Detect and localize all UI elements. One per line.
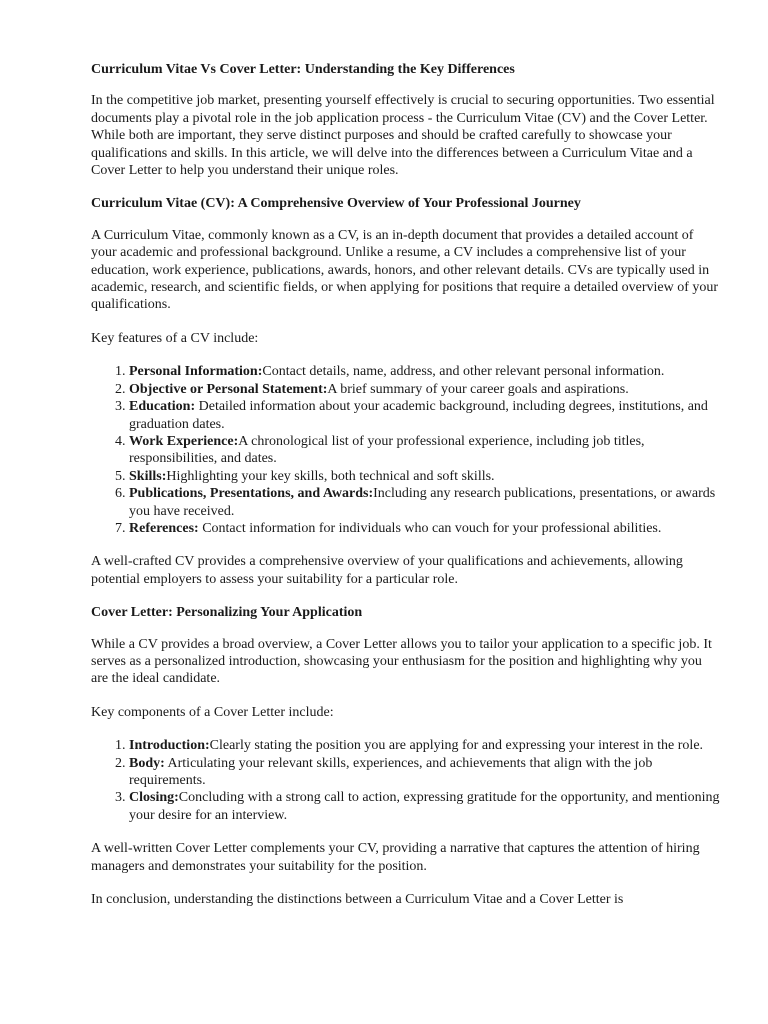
cover-letter-components-list xyxy=(91,737,721,824)
list-item-text: Articulating your relevant skills, experiences, and achievements that align with the job requirements. xyxy=(129,755,653,788)
list-item-term: Introduction: xyxy=(129,738,210,754)
list-item xyxy=(129,485,721,520)
list-item xyxy=(129,468,721,485)
list-item xyxy=(129,755,721,790)
list-item-term: Closing: xyxy=(129,790,179,806)
cover-letter-paragraph: While a CV provides a broad overview, a Cover Letter allows you to tailor your application to a specific job. It serves as a personalized introduction, showcasing your enthusiasm for the position and highlighting why you are the ideal candidate. xyxy=(91,636,712,687)
cover-letter-closing-paragraph: A well-written Cover Letter complements your CV, providing a narrative that captures the attention of hiring managers and demonstrates your suitability for the position. xyxy=(91,841,700,874)
list-item xyxy=(129,381,721,398)
list-item-text: A brief summary of your career goals and aspirations. xyxy=(327,381,629,397)
list-item-text: A chronological list of your professional experience, including job titles, responsibilities, and dates. xyxy=(129,433,645,467)
list-item xyxy=(129,363,721,380)
list-item-text: Detailed information about your academic background, including degrees, institutions, and graduation dates. xyxy=(129,399,708,432)
cover-letter-section-heading: Cover Letter: Personalizing Your Application xyxy=(91,605,363,621)
list-item-term: Education: xyxy=(129,399,196,415)
list-item xyxy=(129,737,721,754)
list-item xyxy=(129,789,721,824)
list-item xyxy=(129,433,721,468)
cv-paragraph: A Curriculum Vitae, commonly known as a CV, is an in-depth document that provides a detailed account of your academic and professional background. Unlike a resume, a CV includes a comprehensive list of your education, work experience, publications, awards, honors, and other relevant details. CVs are typically used in academic, research, and scientific fields, or when applying for positions that require a detailed overview of your qualifications. xyxy=(91,227,719,313)
intro-paragraph: In the competitive job market, presenting yourself effectively is crucial to securing opportunities. Two essential documents play a pivotal role in the job application process - the Curriculum Vitae (CV) and the Cover Letter. While both are important, they serve distinct purposes and should be crafted carefully to showcase your qualifications and skills. In this article, we will delve into the differences between a Curriculum Vitae and a Cover Letter to help you understand their unique roles. xyxy=(91,93,715,179)
document-page xyxy=(91,61,721,924)
cv-closing-paragraph: A well-crafted CV provides a comprehensive overview of your qualifications and achievements, allowing potential employers to assess your suitability for a particular role. xyxy=(91,554,683,587)
cover-letter-list-intro: Key components of a Cover Letter include: xyxy=(91,704,334,720)
cv-section-heading: Curriculum Vitae (CV): A Comprehensive Overview of Your Professional Journey xyxy=(91,196,581,212)
list-item xyxy=(129,398,721,433)
list-item-text: Clearly stating the position you are applying for and expressing your interest in the role. xyxy=(209,738,704,754)
cv-features-list xyxy=(91,363,721,537)
list-item-term: Work Experience: xyxy=(129,433,239,449)
conclusion-paragraph: In conclusion, understanding the distinctions between a Curriculum Vitae and a Cover Letter is xyxy=(91,892,624,908)
list-item-text: Contact information for individuals who can vouch for your professional abilities. xyxy=(198,520,662,536)
list-item-term: Personal Information: xyxy=(129,364,263,380)
list-item-term: Publications, Presentations, and Awards: xyxy=(129,486,374,502)
list-item-term: Skills: xyxy=(129,468,167,484)
list-item-text: Contact details, name, address, and other relevant personal information. xyxy=(262,364,665,380)
list-item xyxy=(129,520,721,537)
document-title: Curriculum Vitae Vs Cover Letter: Understanding the Key Differences xyxy=(91,62,515,77)
list-item-text: Including any research publications, presentations, or awards you have received. xyxy=(129,486,716,519)
list-item-term: Objective or Personal Statement: xyxy=(129,381,328,397)
list-item-term: References: xyxy=(129,520,199,536)
list-item-term: Body: xyxy=(129,755,165,771)
list-item-text: Concluding with a strong call to action, expressing gratitude for the opportunity, and mentioning your desire for an interview. xyxy=(129,790,720,823)
list-item-text: Highlighting your key skills, both technical and soft skills. xyxy=(166,468,495,484)
cv-list-intro: Key features of a CV include: xyxy=(91,330,259,346)
